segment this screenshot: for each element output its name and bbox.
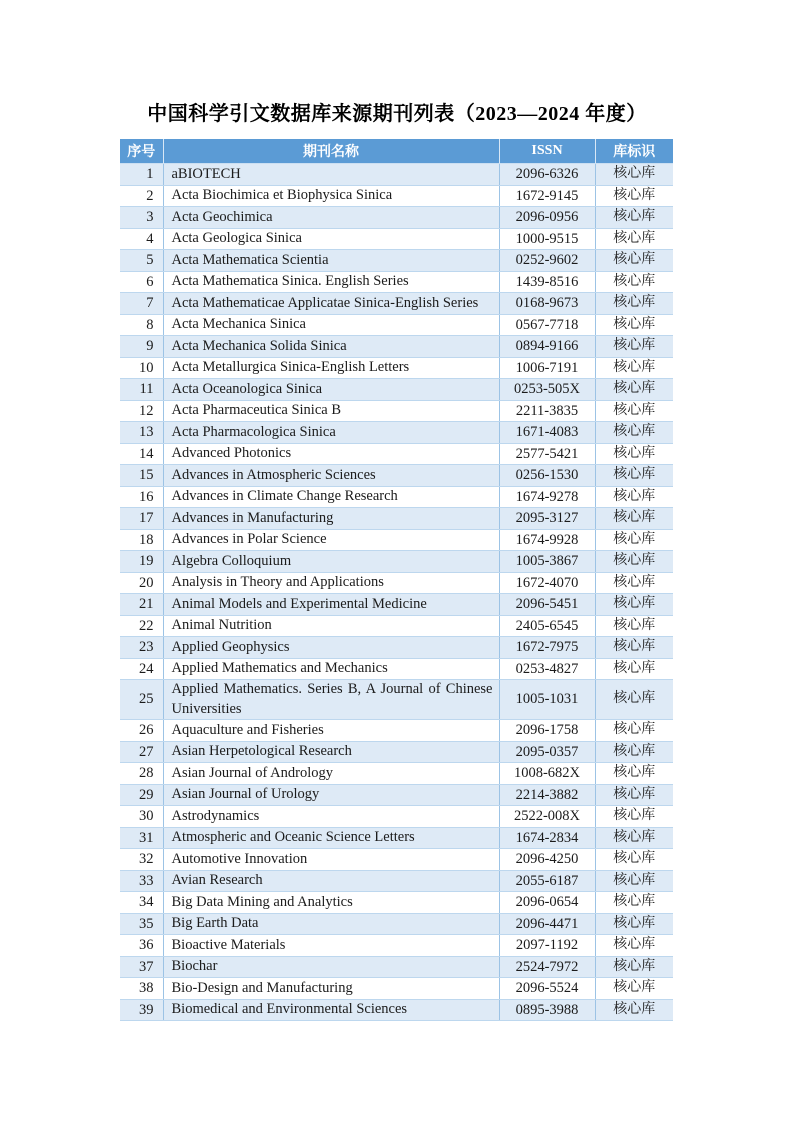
page-title: 中国科学引文数据库来源期刊列表（2023—2024 年度）	[147, 103, 647, 125]
cell-journal-name: Advances in Atmospheric Sciences	[163, 465, 499, 487]
table-row	[120, 228, 673, 250]
cell-row-number: 17	[120, 508, 163, 530]
cell-issn: 0168-9673	[499, 293, 595, 315]
cell-database-tag: 核心库	[595, 978, 673, 1000]
cell-journal-name: Astrodynamics	[163, 806, 499, 828]
cell-row-number: 15	[120, 465, 163, 487]
cell-journal-name: Acta Pharmacologica Sinica	[163, 422, 499, 444]
table-row	[120, 250, 673, 272]
table-row	[120, 594, 673, 616]
cell-row-number: 27	[120, 741, 163, 763]
cell-row-number: 25	[120, 680, 163, 720]
cell-database-tag: 核心库	[595, 784, 673, 806]
cell-issn: 2095-3127	[499, 508, 595, 530]
cell-issn: 1674-9278	[499, 486, 595, 508]
table-row	[120, 784, 673, 806]
cell-journal-name: Acta Oceanologica Sinica	[163, 379, 499, 401]
cell-row-number: 21	[120, 594, 163, 616]
cell-database-tag: 核心库	[595, 207, 673, 229]
table-row	[120, 336, 673, 358]
cell-database-tag: 核心库	[595, 357, 673, 379]
table-row	[120, 164, 673, 186]
cell-database-tag: 核心库	[595, 870, 673, 892]
table-row	[120, 314, 673, 336]
cell-journal-name: Acta Mechanica Sinica	[163, 314, 499, 336]
table-row	[120, 400, 673, 422]
table-row	[120, 892, 673, 914]
cell-issn: 2055-6187	[499, 870, 595, 892]
table-row	[120, 741, 673, 763]
cell-database-tag: 核心库	[595, 615, 673, 637]
cell-journal-name: Acta Mathematicae Applicatae Sinica-English Series	[163, 293, 499, 315]
cell-issn: 0895-3988	[499, 999, 595, 1021]
cell-issn: 2096-1758	[499, 720, 595, 742]
cell-database-tag: 核心库	[595, 572, 673, 594]
cell-database-tag: 核心库	[595, 465, 673, 487]
cell-issn: 2522-008X	[499, 806, 595, 828]
cell-row-number: 5	[120, 250, 163, 272]
cell-row-number: 32	[120, 849, 163, 871]
cell-row-number: 9	[120, 336, 163, 358]
cell-row-number: 33	[120, 870, 163, 892]
cell-database-tag: 核心库	[595, 508, 673, 530]
cell-database-tag: 核心库	[595, 228, 673, 250]
table-row	[120, 978, 673, 1000]
cell-journal-name: Acta Biochimica et Biophysica Sinica	[163, 185, 499, 207]
cell-row-number: 2	[120, 185, 163, 207]
cell-journal-name: Acta Mathematica Sinica. English Series	[163, 271, 499, 293]
cell-journal-name: Atmospheric and Oceanic Science Letters	[163, 827, 499, 849]
table-row	[120, 572, 673, 594]
cell-journal-name: Animal Models and Experimental Medicine	[163, 594, 499, 616]
table-row	[120, 935, 673, 957]
cell-row-number: 7	[120, 293, 163, 315]
cell-row-number: 4	[120, 228, 163, 250]
cell-issn: 0256-1530	[499, 465, 595, 487]
cell-issn: 0567-7718	[499, 314, 595, 336]
cell-journal-name: Bioactive Materials	[163, 935, 499, 957]
table-row	[120, 293, 673, 315]
cell-database-tag: 核心库	[595, 806, 673, 828]
cell-issn: 2214-3882	[499, 784, 595, 806]
cell-row-number: 23	[120, 637, 163, 659]
cell-issn: 2096-6326	[499, 164, 595, 186]
table-row	[120, 486, 673, 508]
table-row	[120, 913, 673, 935]
cell-journal-name: Applied Mathematics and Mechanics	[163, 658, 499, 680]
cell-database-tag: 核心库	[595, 720, 673, 742]
cell-issn: 2096-5524	[499, 978, 595, 1000]
cell-journal-name: Acta Pharmaceutica Sinica B	[163, 400, 499, 422]
cell-row-number: 11	[120, 379, 163, 401]
cell-database-tag: 核心库	[595, 379, 673, 401]
table-row	[120, 529, 673, 551]
cell-row-number: 38	[120, 978, 163, 1000]
cell-issn: 2097-1192	[499, 935, 595, 957]
cell-issn: 1672-9145	[499, 185, 595, 207]
table-row	[120, 379, 673, 401]
cell-row-number: 39	[120, 999, 163, 1021]
journal-table	[120, 139, 673, 1021]
cell-row-number: 24	[120, 658, 163, 680]
cell-database-tag: 核心库	[595, 422, 673, 444]
cell-database-tag: 核心库	[595, 763, 673, 785]
cell-database-tag: 核心库	[595, 185, 673, 207]
cell-database-tag: 核心库	[595, 680, 673, 720]
cell-database-tag: 核心库	[595, 443, 673, 465]
cell-issn: 2524-7972	[499, 956, 595, 978]
cell-issn: 1006-7191	[499, 357, 595, 379]
cell-issn: 2405-6545	[499, 615, 595, 637]
cell-database-tag: 核心库	[595, 827, 673, 849]
cell-issn: 2096-4471	[499, 913, 595, 935]
cell-database-tag: 核心库	[595, 999, 673, 1021]
cell-row-number: 19	[120, 551, 163, 573]
cell-database-tag: 核心库	[595, 336, 673, 358]
table-row	[120, 849, 673, 871]
cell-issn: 1672-4070	[499, 572, 595, 594]
cell-journal-name: Acta Metallurgica Sinica-English Letters	[163, 357, 499, 379]
cell-journal-name: Algebra Colloquium	[163, 551, 499, 573]
table-header-row	[120, 139, 673, 164]
cell-database-tag: 核心库	[595, 658, 673, 680]
cell-issn: 0894-9166	[499, 336, 595, 358]
cell-journal-name: Applied Geophysics	[163, 637, 499, 659]
cell-issn: 1672-7975	[499, 637, 595, 659]
col-header-issn: ISSN	[499, 139, 595, 164]
cell-issn: 1674-2834	[499, 827, 595, 849]
cell-database-tag: 核心库	[595, 956, 673, 978]
cell-row-number: 30	[120, 806, 163, 828]
cell-database-tag: 核心库	[595, 935, 673, 957]
cell-database-tag: 核心库	[595, 400, 673, 422]
cell-issn: 2577-5421	[499, 443, 595, 465]
col-header-tag: 库标识	[595, 139, 673, 164]
col-header-no: 序号	[120, 139, 163, 164]
cell-row-number: 28	[120, 763, 163, 785]
cell-database-tag: 核心库	[595, 293, 673, 315]
table-row	[120, 763, 673, 785]
cell-row-number: 8	[120, 314, 163, 336]
cell-row-number: 16	[120, 486, 163, 508]
cell-journal-name: Acta Geochimica	[163, 207, 499, 229]
cell-issn: 1439-8516	[499, 271, 595, 293]
table-row	[120, 637, 673, 659]
cell-database-tag: 核心库	[595, 849, 673, 871]
table-row	[120, 720, 673, 742]
cell-journal-name: Advanced Photonics	[163, 443, 499, 465]
cell-issn: 1671-4083	[499, 422, 595, 444]
cell-journal-name: Avian Research	[163, 870, 499, 892]
cell-database-tag: 核心库	[595, 250, 673, 272]
cell-row-number: 29	[120, 784, 163, 806]
cell-row-number: 18	[120, 529, 163, 551]
cell-row-number: 36	[120, 935, 163, 957]
cell-journal-name: Asian Journal of Urology	[163, 784, 499, 806]
cell-database-tag: 核心库	[595, 594, 673, 616]
table-row	[120, 185, 673, 207]
cell-journal-name: Automotive Innovation	[163, 849, 499, 871]
cell-row-number: 34	[120, 892, 163, 914]
table-row	[120, 271, 673, 293]
cell-issn: 0253-505X	[499, 379, 595, 401]
cell-row-number: 10	[120, 357, 163, 379]
cell-database-tag: 核心库	[595, 913, 673, 935]
table-row	[120, 465, 673, 487]
cell-database-tag: 核心库	[595, 164, 673, 186]
cell-issn: 2096-4250	[499, 849, 595, 871]
cell-journal-name: Asian Herpetological Research	[163, 741, 499, 763]
cell-row-number: 3	[120, 207, 163, 229]
cell-row-number: 12	[120, 400, 163, 422]
table-row	[120, 658, 673, 680]
cell-issn: 1000-9515	[499, 228, 595, 250]
cell-issn: 2211-3835	[499, 400, 595, 422]
cell-journal-name: Acta Geologica Sinica	[163, 228, 499, 250]
cell-issn: 2095-0357	[499, 741, 595, 763]
cell-row-number: 20	[120, 572, 163, 594]
cell-database-tag: 核心库	[595, 314, 673, 336]
table-row	[120, 827, 673, 849]
cell-journal-name: Analysis in Theory and Applications	[163, 572, 499, 594]
cell-row-number: 22	[120, 615, 163, 637]
table-row	[120, 615, 673, 637]
cell-database-tag: 核心库	[595, 529, 673, 551]
cell-row-number: 14	[120, 443, 163, 465]
cell-journal-name: Bio-Design and Manufacturing	[163, 978, 499, 1000]
cell-row-number: 35	[120, 913, 163, 935]
cell-journal-name: Advances in Manufacturing	[163, 508, 499, 530]
cell-journal-name: Acta Mathematica Scientia	[163, 250, 499, 272]
cell-database-tag: 核心库	[595, 486, 673, 508]
cell-issn: 1005-3867	[499, 551, 595, 573]
cell-issn: 0253-4827	[499, 658, 595, 680]
cell-row-number: 26	[120, 720, 163, 742]
cell-journal-name: Animal Nutrition	[163, 615, 499, 637]
cell-journal-name: Biomedical and Environmental Sciences	[163, 999, 499, 1021]
table-row	[120, 551, 673, 573]
cell-journal-name: Asian Journal of Andrology	[163, 763, 499, 785]
cell-database-tag: 核心库	[595, 892, 673, 914]
cell-database-tag: 核心库	[595, 271, 673, 293]
cell-journal-name: Aquaculture and Fisheries	[163, 720, 499, 742]
table-row	[120, 870, 673, 892]
table-row	[120, 207, 673, 229]
cell-journal-name: Acta Mechanica Solida Sinica	[163, 336, 499, 358]
cell-row-number: 31	[120, 827, 163, 849]
cell-database-tag: 核心库	[595, 637, 673, 659]
table-row	[120, 999, 673, 1021]
cell-issn: 2096-5451	[499, 594, 595, 616]
table-row	[120, 357, 673, 379]
cell-row-number: 1	[120, 164, 163, 186]
cell-issn: 1008-682X	[499, 763, 595, 785]
cell-row-number: 13	[120, 422, 163, 444]
cell-journal-name: Big Data Mining and Analytics	[163, 892, 499, 914]
cell-journal-name: Advances in Climate Change Research	[163, 486, 499, 508]
cell-issn: 0252-9602	[499, 250, 595, 272]
table-row	[120, 956, 673, 978]
table-row	[120, 806, 673, 828]
cell-journal-name: Biochar	[163, 956, 499, 978]
col-header-name: 期刊名称	[163, 139, 499, 164]
cell-row-number: 37	[120, 956, 163, 978]
cell-database-tag: 核心库	[595, 551, 673, 573]
cell-journal-name: Advances in Polar Science	[163, 529, 499, 551]
cell-row-number: 6	[120, 271, 163, 293]
cell-issn: 2096-0956	[499, 207, 595, 229]
cell-issn: 1674-9928	[499, 529, 595, 551]
cell-database-tag: 核心库	[595, 741, 673, 763]
table-row	[120, 508, 673, 530]
cell-journal-name: Big Earth Data	[163, 913, 499, 935]
table-row	[120, 443, 673, 465]
cell-issn: 1005-1031	[499, 680, 595, 720]
table-row	[120, 422, 673, 444]
cell-journal-name: Applied Mathematics. Series B, A Journal of Chinese Universities	[163, 680, 499, 720]
cell-issn: 2096-0654	[499, 892, 595, 914]
table-row	[120, 680, 673, 720]
cell-journal-name: aBIOTECH	[163, 164, 499, 186]
